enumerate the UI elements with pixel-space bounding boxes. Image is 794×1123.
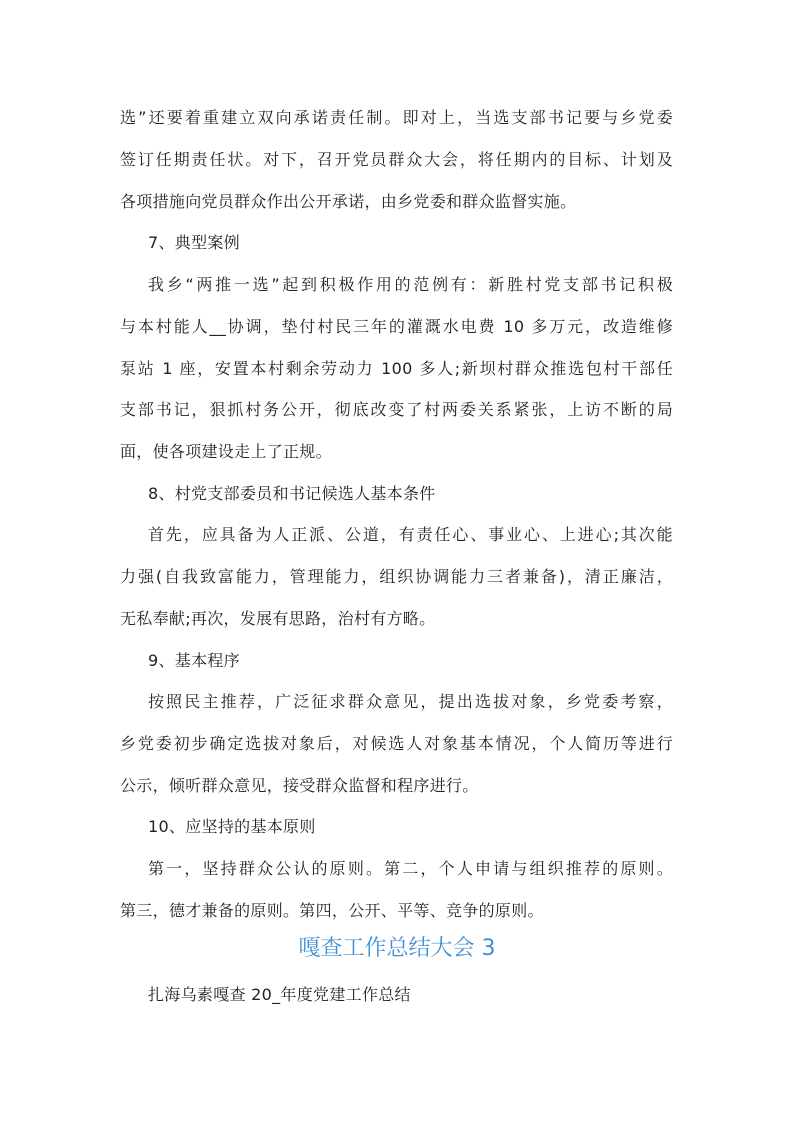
paragraph-line: 无私奉献;再次，发展有思路，治村有方略。 <box>120 609 436 628</box>
paragraph-line: 第三，德才兼备的原则。第四，公开、平等、竞争的原则。 <box>120 901 544 920</box>
paragraph-line: 乡党委初步确定选拔对象后，对候选人对象基本情况，个人简历等进行 <box>120 734 673 753</box>
section-heading-7: 7、典型案例 <box>148 233 240 252</box>
subtitle-line: 扎海乌素嘎查 20_年度党建工作总结 <box>148 985 411 1004</box>
paragraph-line: 与本村能人__协调，垫付村民三年的灌溉水电费 10 多万元，改造维修 <box>120 317 673 336</box>
paragraph-line: 我乡“两推一选”起到积极作用的范例有：新胜村党支部书记积极 <box>148 275 673 294</box>
document-heading: 嘎查工作总结大会 3 <box>298 936 496 961</box>
paragraph-line: 力强(自我致富能力，管理能力，组织协调能力三者兼备)，清正廉洁， <box>120 567 673 586</box>
paragraph-line: 签订任期责任状。对下，召开党员群众大会，将任期内的目标、计划及 <box>120 150 673 169</box>
paragraph-line: 各项措施向党员群众作出公开承诺，由乡党委和群众监督实施。 <box>120 192 577 211</box>
paragraph-line: 支部书记，狠抓村务公开，彻底改变了村两委关系紧张，上访不断的局 <box>120 400 673 419</box>
paragraph-line: 选”还要着重建立双向承诺责任制。即对上，当选支部书记要与乡党委 <box>120 108 673 127</box>
section-heading-10: 10、应坚持的基本原则 <box>148 817 316 836</box>
paragraph-line: 按照民主推荐，广泛征求群众意见，提出选拔对象，乡党委考察， <box>148 692 673 711</box>
paragraph-line: 第一，坚持群众公认的原则。第二，个人申请与组织推荐的原则。 <box>148 859 673 878</box>
paragraph-line: 泵站 1 座，安置本村剩余劳动力 100 多人;新坝村群众推选包村干部任 <box>120 359 673 378</box>
paragraph-line: 面，使各项建设走上了正规。 <box>120 442 332 461</box>
section-heading-8: 8、村党支部委员和书记候选人基本条件 <box>148 484 436 503</box>
paragraph-line: 公示，倾听群众意见，接受群众监督和程序进行。 <box>120 776 479 795</box>
section-heading-9: 9、基本程序 <box>148 651 240 670</box>
paragraph-line: 首先，应具备为人正派、公道，有责任心、事业心、上进心;其次能 <box>148 525 673 544</box>
